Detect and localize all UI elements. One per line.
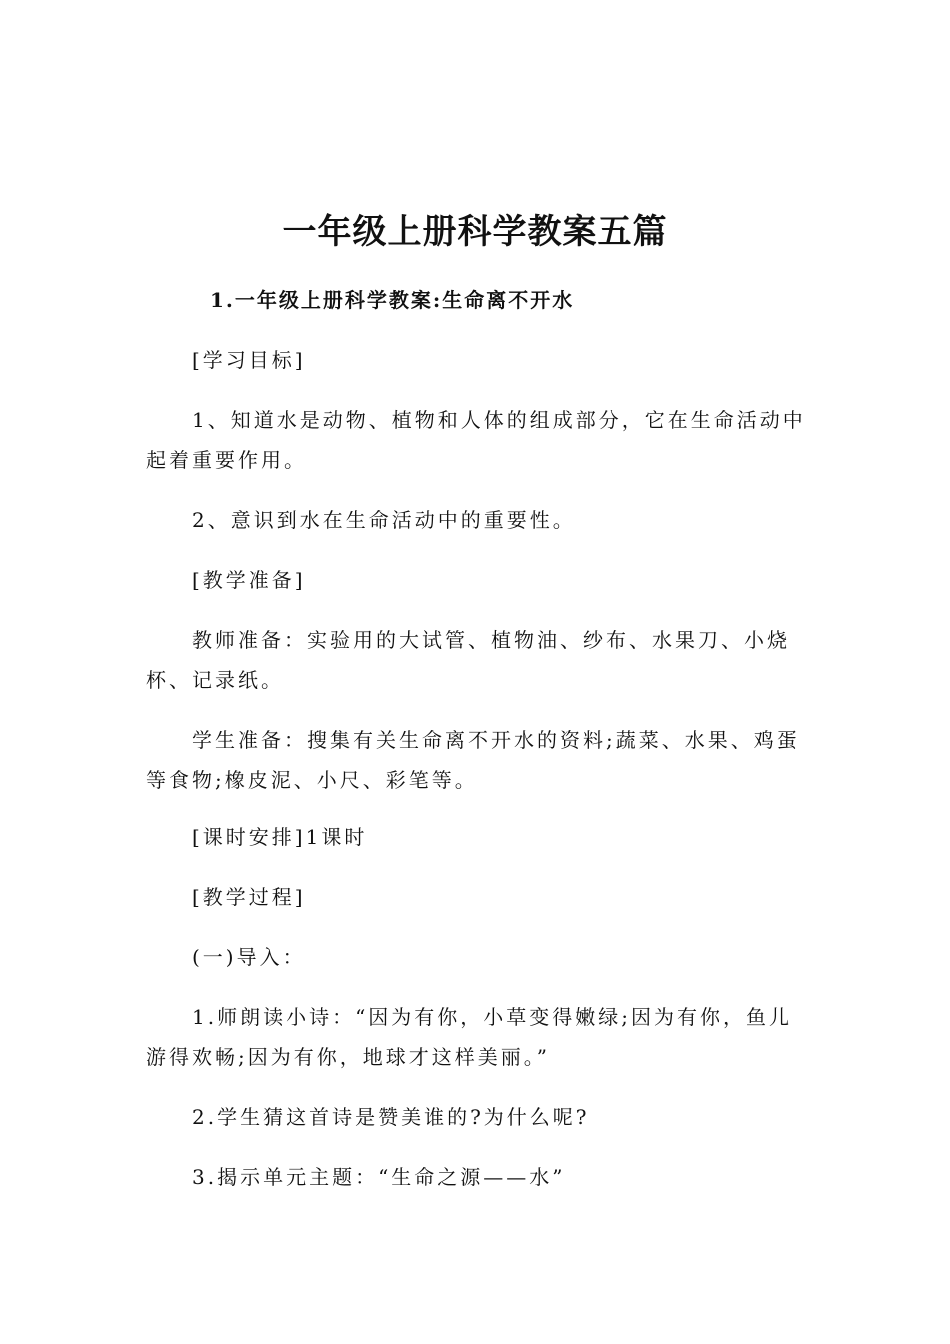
intro-heading: (一)导入： (192, 945, 306, 969)
teaching-prep-heading: [教学准备] (192, 568, 306, 592)
section-heading: 1.一年级上册科学教案:生命离不开水 (210, 288, 575, 312)
step-3: 3.揭示单元主题：“生命之源——水” (192, 1165, 566, 1189)
step-1: 1.师朗读小诗：“因为有你，小草变得嫩绿;因为有你，鱼儿游得欢畅;因为有你，地球才这样美丽。” (146, 1005, 793, 1069)
objective-2: 2、意识到水在生命活动中的重要性。 (192, 508, 576, 532)
objective-1: 1、知道水是动物、植物和人体的组成部分，它在生命活动中起着重要作用。 (146, 408, 806, 472)
teaching-process-heading: [教学过程] (192, 885, 306, 909)
document-title: 一年级上册科学教案五篇 (282, 212, 668, 252)
learning-objectives-heading: [学习目标] (192, 348, 306, 372)
student-prep: 学生准备：搜集有关生命离不开水的资料;蔬菜、水果、鸡蛋等食物;橡皮泥、小尺、彩笔等。 (146, 728, 800, 792)
lesson-schedule: [课时安排]1课时 (192, 825, 368, 849)
teacher-prep: 教师准备：实验用的大试管、植物油、纱布、水果刀、小烧杯、记录纸。 (146, 628, 790, 692)
step-2: 2.学生猜这首诗是赞美谁的?为什么呢? (192, 1105, 590, 1129)
